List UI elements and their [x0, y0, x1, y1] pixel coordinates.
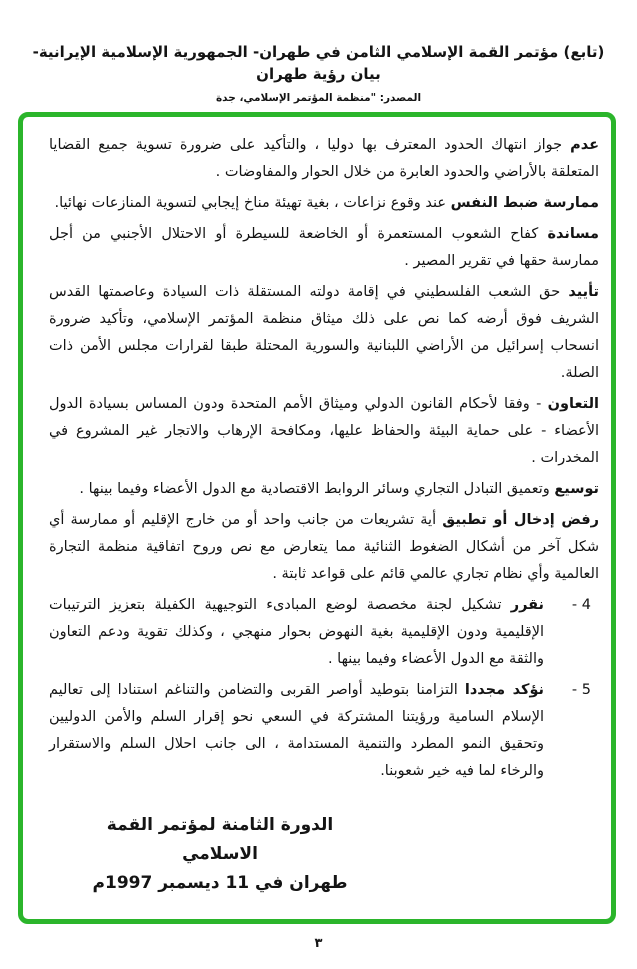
- session-footer-line2: طهران في 11 ديسمبر 1997م: [92, 873, 348, 893]
- session-footer-line1: الدورة الثامنة لمؤتمر القمة الاسلامي: [106, 815, 334, 864]
- numbered-item: [49, 677, 599, 785]
- paragraph-lead: ممارسة ضبط النفس: [450, 195, 599, 211]
- statement-paragraph: [49, 132, 599, 186]
- paragraph-text: أية تشريعات من جانب واحد أو من خارج الإقليم أو ممارسة أي شكل آخر من أشكال الضغوط الثنائية مما يتعارض مع نص وروح اتفاقية منظمة التجارة العالمية وأي نظام تجاري عالمي قائم على قواعد ثابتة .: [49, 512, 599, 582]
- item-number: - 5: [571, 682, 591, 698]
- paragraph-lead: رفض إدخال أو تطبيق: [442, 512, 599, 528]
- statement-paragraph: [49, 476, 599, 503]
- paragraph-lead: تأييد: [568, 284, 599, 300]
- paragraph-text: حق الشعب الفلسطيني في إقامة دولته المستقلة ذات السيادة وعاصمتها القدس الشريف فوق أرضه كما نص على ذلك ميثاق منظمة المؤتمر الإسلامي، وتأكيد ضرورة انسحاب إسرائيل من الأراضي اللبنانية والسورية المحتلة طبقا لقرارات مجلس الأمن ذات الصلة.: [49, 284, 599, 381]
- statement-paragraph: [49, 279, 599, 387]
- page-title: (تابع) مؤتمر القمة الإسلامي الثامن في طهران- الجمهورية الإسلامية الإيرانية- بيان رؤية طهران: [32, 43, 605, 83]
- page-number: ٣: [314, 936, 323, 951]
- paragraph-text: عند وقوع نزاعات ، بغية تهيئة مناخ إيجابي لتسوية المنازعات نهائيا.: [54, 195, 451, 211]
- source-line: المصدر: "منظمة المؤتمر الإسلامي، جدة: [215, 91, 422, 104]
- statement-paragraph: [49, 190, 599, 217]
- item-text: [49, 677, 544, 785]
- paragraph-text: التزامنا بتوطيد أواصر القربى والتضامن والتناغم استنادا إلى تعاليم الإسلام السامية ورؤيتنا المشتركة في السعي نحو إقرار السلم والأمن الدوليين وتحقيق النمو المطرد والتنمية المستدامة ، الى جانب احلال السلم والاستقرار والرخاء لما فيه خير شعوبنا.: [49, 682, 544, 779]
- paragraph-text: - وفقا لأحكام القانون الدولي وميثاق الأمم المتحدة ودون المساس بسيادة الدول الأعضاء - على حماية البيئة والحفاظ عليها، ومكافحة الإرهاب والاتجار غير المشروع في المخدرات .: [49, 396, 599, 466]
- session-footer: [80, 811, 360, 898]
- paragraph-lead: عدم: [570, 137, 599, 153]
- statement-paragraph: [49, 221, 599, 275]
- paragraph-lead: التعاون: [547, 396, 599, 412]
- paragraph-lead: نؤكد مجددا: [464, 682, 545, 698]
- content-border-box: [18, 112, 616, 924]
- paragraph-lead: نقرر: [510, 597, 544, 613]
- statement-paragraph: [49, 391, 599, 472]
- paragraph-text: تشكيل لجنة مخصصة لوضع المبادىء التوجيهية الكفيلة بتعزيز الترتيبات الإقليمية ودون الإقليمية بغية النهوض بحوار منهجي ، وكذلك تقوية ودعم التعاون والثقة مع الدول الأعضاء وفيما بينها .: [49, 597, 544, 667]
- item-number: - 4: [571, 597, 591, 613]
- paragraph-text: كفاح الشعوب المستعمرة أو الخاضعة للسيطرة أو الاحتلال الأجنبي من أجل ممارسة حقها في تقرير المصير .: [49, 226, 599, 269]
- numbered-item: [49, 592, 599, 673]
- paragraph-text: جواز انتهاك الحدود المعترف بها دوليا ، والتأكيد على ضرورة تسوية جميع القضايا المتعلقة بالأراضي والحدود العابرة من خلال الحوار والمفاوضات .: [49, 137, 599, 180]
- item-text: [49, 592, 544, 673]
- paragraph-lead: مساندة: [547, 226, 599, 242]
- statement-paragraph: [49, 507, 599, 588]
- document-header: [0, 0, 637, 104]
- paragraph-lead: توسيع: [554, 481, 599, 497]
- paragraph-text: وتعميق التبادل التجاري وسائر الروابط الاقتصادية مع الدول الأعضاء وفيما بينها .: [79, 481, 555, 497]
